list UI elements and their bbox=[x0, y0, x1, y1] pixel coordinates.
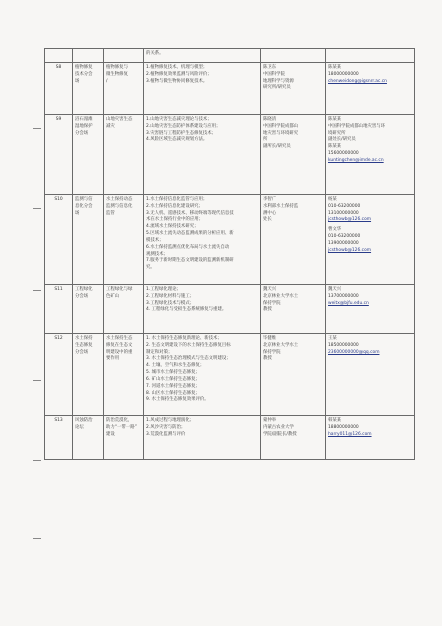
organizer-line: 研究所/研究员 bbox=[263, 85, 291, 91]
margin-mark bbox=[33, 380, 41, 381]
session-scope-line: / bbox=[106, 78, 108, 84]
contact-line: 韩某某 bbox=[328, 418, 342, 423]
session-number: S8 bbox=[45, 63, 73, 115]
session-tasks-line: 术在水土保持行业中的应用； bbox=[146, 217, 204, 223]
session-name-line: 技术分会 bbox=[75, 71, 93, 77]
session-name-line: 沼石漫滩 bbox=[75, 117, 93, 122]
session-number: S13 bbox=[45, 416, 73, 460]
organizer-line: 测中心 bbox=[263, 210, 277, 216]
organizer-line: 处长 bbox=[263, 217, 272, 223]
session-scope-line: 建设 bbox=[106, 431, 115, 437]
session-tasks-line: 1.山地灾害生态减灾理论与技术； bbox=[146, 117, 212, 122]
organizer bbox=[261, 115, 326, 195]
session-number: S11 bbox=[45, 285, 73, 334]
session-tasks-line: 2. 生态文明建设下的水土保持生态修复目标 bbox=[146, 342, 231, 348]
session-name bbox=[73, 115, 104, 195]
session-scope-line: 水土保持生态 bbox=[106, 336, 133, 341]
session-tasks-line: 7. 河道水土保持生态修复； bbox=[146, 383, 200, 389]
organizer-line: 所 bbox=[263, 137, 268, 143]
contact-line: 18000000000 bbox=[328, 71, 359, 77]
session-name-line: 场 bbox=[75, 78, 80, 84]
session-number bbox=[45, 49, 73, 63]
session-tasks-line: 5.区域水土流失动态监测成果的分析应用、新 bbox=[146, 231, 234, 237]
session-name-line: 分会场 bbox=[75, 130, 89, 136]
session-tasks-line: 观测技术； bbox=[146, 251, 168, 257]
session-name-line: 分会场 bbox=[75, 349, 89, 355]
session-tasks-line: 2.植物修复效果监测与风险评价； bbox=[146, 71, 212, 77]
organizer bbox=[261, 416, 326, 460]
session-tasks-line: 2.工程绿化材料与施工； bbox=[146, 293, 195, 299]
contact bbox=[326, 334, 415, 416]
session-name-line: 分会场 bbox=[75, 293, 89, 299]
organizer-line: 教授 bbox=[263, 356, 272, 362]
contact-line: jcsthowb@126.com bbox=[328, 217, 372, 223]
contact-line: 18500000000 bbox=[328, 342, 359, 348]
contact-line: chenweidong@igsnrr.ac.cn bbox=[328, 78, 387, 84]
session-tasks-line: 3.植物与微生物协同修复技术。 bbox=[146, 78, 208, 84]
contact-line: kuntingchen@imde.ac.cn bbox=[328, 157, 384, 163]
session-tasks-line: 2.山地灾害生态防护体系建设与应用； bbox=[146, 123, 221, 129]
session-tasks-line: 6. 矿山水土保持生态修复； bbox=[146, 376, 200, 382]
session-tasks-line: 8. 山区水土保持生态修复； bbox=[146, 390, 200, 396]
organizer-line: 学院/副院长/教授 bbox=[263, 431, 297, 437]
contact bbox=[326, 49, 415, 63]
contact bbox=[326, 416, 415, 460]
session-tasks-line: 模技术； bbox=[146, 237, 164, 243]
session-scope bbox=[104, 49, 144, 63]
organizer-line: 保持学院 bbox=[263, 349, 281, 355]
session-scope-line: 监测与信息化 bbox=[106, 203, 133, 209]
session-scope bbox=[104, 416, 144, 460]
session-name bbox=[73, 334, 104, 416]
organizer-line: 地灾害与环境研究 bbox=[263, 130, 299, 136]
contact-line: 010-63200000 bbox=[328, 234, 361, 240]
session-name-line: 水土保持 bbox=[75, 336, 93, 341]
session-scope bbox=[104, 195, 144, 285]
organizer bbox=[261, 63, 326, 115]
table-row bbox=[45, 115, 415, 195]
session-name-line: 风蚀防治 bbox=[75, 418, 93, 423]
session-name-line: 生态修复 bbox=[75, 342, 93, 348]
session-tasks-line: 1.风成过程与地理演化； bbox=[146, 418, 195, 423]
organizer-line: 地理科学与资源 bbox=[263, 78, 294, 84]
session-scope-line: 减灾 bbox=[106, 123, 115, 129]
contact-line: 18800000000 bbox=[328, 424, 359, 430]
contact-line: 魏天兴 bbox=[328, 287, 342, 292]
contact-line: 13100000000 bbox=[328, 210, 359, 216]
contact-line: 陈某某 bbox=[328, 144, 342, 150]
session-scope-line: 微生物修复 bbox=[106, 71, 128, 77]
session-scope-line: 色矿山 bbox=[106, 293, 120, 299]
session-name-line: 息化分会 bbox=[75, 203, 93, 209]
session-number: S10 bbox=[45, 195, 73, 285]
table-row bbox=[45, 334, 415, 416]
session-tasks-line: 2.风沙灾害与防治； bbox=[146, 424, 186, 430]
session-tasks-line: 1.水土保持信息化监管与应用； bbox=[146, 197, 208, 202]
contact-line: weitx@bjfu.edu.cn bbox=[328, 300, 369, 306]
session-tasks-line: 4.风险区域生态减灾规划方法。 bbox=[146, 137, 208, 143]
session-tasks bbox=[144, 416, 261, 460]
contact-line: 副处长/研究员 bbox=[328, 137, 356, 143]
organizer-line: 李智广 bbox=[263, 197, 277, 202]
session-tasks bbox=[144, 63, 261, 115]
contact-line: 010-63200000 bbox=[328, 203, 361, 209]
session-name bbox=[73, 195, 104, 285]
session-scope-line: 明建设中的重 bbox=[106, 349, 133, 355]
session-scope-line: 工程绿化与绿 bbox=[106, 287, 133, 292]
session-tasks-line: 4. 土壤、空气和水生态修复； bbox=[146, 363, 205, 369]
contact-line: harry011@126.com bbox=[328, 431, 372, 437]
session-scope-line: 防治荒漠化， bbox=[106, 418, 133, 423]
contact-line: 13900000000 bbox=[328, 240, 359, 246]
contact bbox=[326, 195, 415, 285]
organizer bbox=[261, 49, 326, 63]
session-tasks-line: 6.水土保持监测点优化布局与水土流失自动 bbox=[146, 244, 230, 250]
organizer bbox=[261, 334, 326, 416]
session-scope-line: 植物修复与 bbox=[106, 65, 128, 70]
organizer bbox=[261, 195, 326, 285]
table-row bbox=[45, 285, 415, 334]
session-scope-line: 水土保持动态 bbox=[106, 197, 133, 202]
contact-line: 陈某某 bbox=[328, 65, 342, 70]
organizer-line: 内蒙古农业大学 bbox=[263, 424, 294, 430]
contact-line: 23600000000@qq.com bbox=[328, 349, 380, 355]
organizer-line: 北京林业大学水土 bbox=[263, 342, 299, 348]
session-name-line: 论坛 bbox=[75, 424, 84, 430]
session-tasks bbox=[144, 195, 261, 285]
session-tasks-line: 的关系。 bbox=[146, 51, 164, 56]
session-number: S12 bbox=[45, 334, 73, 416]
margin-mark bbox=[33, 128, 41, 129]
organizer-line: 陈晓清 bbox=[263, 117, 277, 122]
session-name-line: 工程绿化 bbox=[75, 287, 93, 292]
organizer-line: 中国科学院 bbox=[263, 71, 285, 77]
contact-line: 境研究所 bbox=[328, 130, 346, 136]
organizer-line: 副所长/研究员 bbox=[263, 144, 291, 150]
session-number: S9 bbox=[45, 115, 73, 195]
session-name bbox=[73, 285, 104, 334]
session-tasks bbox=[144, 115, 261, 195]
session-tasks bbox=[144, 334, 261, 416]
table-row bbox=[45, 416, 415, 460]
session-name bbox=[73, 416, 104, 460]
session-tasks-line: 4. 工程绿化与受损生态系统修复与重建。 bbox=[146, 307, 227, 313]
session-scope-line: 助力“一带一路” bbox=[106, 424, 137, 430]
session-name bbox=[73, 63, 104, 115]
session-tasks-line: 3.灾害链与工程防护生态修复技术； bbox=[146, 130, 217, 136]
session-scope bbox=[104, 63, 144, 115]
contact-line: 15600000000 bbox=[328, 151, 359, 157]
organizer-line: 水利部水土保持监 bbox=[263, 203, 299, 209]
organizer-line: 保持学院 bbox=[263, 300, 281, 306]
organizer-line: 北京林业大学水土 bbox=[263, 293, 299, 299]
session-tasks-line: 1.植物修复技术、机理与模型； bbox=[146, 65, 208, 70]
session-tasks-line: 3. 水土保持生态治理模式与生态文明建设； bbox=[146, 356, 231, 362]
organizer bbox=[261, 285, 326, 334]
session-tasks-line: 7.服务于新时期生态文明建设的监测新机制研 bbox=[146, 258, 234, 264]
session-tasks-line: 2.水土保持信息化建设研究； bbox=[146, 203, 203, 209]
session-scope-line: 监管 bbox=[106, 210, 115, 216]
session-scope-line: 山地灾害生态 bbox=[106, 117, 133, 122]
session-name bbox=[73, 49, 104, 63]
contact-line: 杨某 bbox=[328, 197, 337, 202]
session-tasks-line: 1.工程绿化理论； bbox=[146, 287, 181, 292]
committee-table bbox=[44, 48, 415, 460]
contact bbox=[326, 63, 415, 115]
session-name-line: 场 bbox=[75, 210, 80, 216]
table-row bbox=[45, 49, 415, 63]
contact bbox=[326, 115, 415, 195]
session-tasks-line: 1. 水土保持生态修复新理论、新技术； bbox=[146, 336, 222, 341]
table-row bbox=[45, 195, 415, 285]
contact-line: 中国科学院成都山地灾害与环 bbox=[328, 123, 386, 129]
margin-mark bbox=[33, 538, 41, 539]
contact-line: 陈某某 bbox=[328, 117, 342, 122]
session-scope bbox=[104, 285, 144, 334]
organizer-line: 魏天兴 bbox=[263, 287, 277, 292]
contact bbox=[326, 285, 415, 334]
organizer-line: 中国科学院成都山 bbox=[263, 123, 299, 129]
session-scope bbox=[104, 115, 144, 195]
session-tasks-line: 4.流域水土保持技术研究； bbox=[146, 224, 199, 230]
session-tasks-line: 3.荒漠化监测与评价 bbox=[146, 431, 186, 437]
margin-mark bbox=[33, 290, 41, 291]
organizer-line: 毕健维 bbox=[263, 336, 277, 341]
table-row bbox=[45, 63, 415, 115]
organizer-line: 蒙仲举 bbox=[263, 418, 277, 423]
session-scope-line: 要作用 bbox=[106, 356, 120, 362]
organizer-line: 教授 bbox=[263, 307, 272, 313]
session-tasks-line: 3.无人机、遥感技术、移动终端等现代信息技 bbox=[146, 210, 234, 216]
session-name-line: 湿地保护 bbox=[75, 123, 93, 129]
contact-line: jcsthowb@126.com bbox=[328, 247, 372, 253]
contact-line: 王某 bbox=[328, 336, 337, 341]
session-scope bbox=[104, 334, 144, 416]
session-tasks bbox=[144, 285, 261, 334]
session-name-line: 监测与信 bbox=[75, 197, 93, 202]
session-tasks-line: 3.工程绿化技术与模式； bbox=[146, 300, 195, 306]
contact-line: 曹文华 bbox=[328, 227, 342, 233]
margin-mark bbox=[33, 208, 41, 209]
session-tasks bbox=[144, 49, 261, 63]
session-scope-line: 修复在生态文 bbox=[106, 342, 133, 348]
session-tasks-line: 究。 bbox=[146, 265, 155, 271]
session-tasks-line: 9. 水土保持生态修复效果评价。 bbox=[146, 397, 209, 403]
session-tasks-line: 制定和对策； bbox=[146, 349, 173, 355]
margin-mark bbox=[33, 460, 41, 461]
session-tasks-line: 5. 城市水土保持生态修复； bbox=[146, 370, 200, 376]
session-name-line: 植物修复 bbox=[75, 65, 93, 70]
organizer-line: 陈卫东 bbox=[263, 65, 277, 70]
contact-line: 13700000000 bbox=[328, 293, 359, 299]
